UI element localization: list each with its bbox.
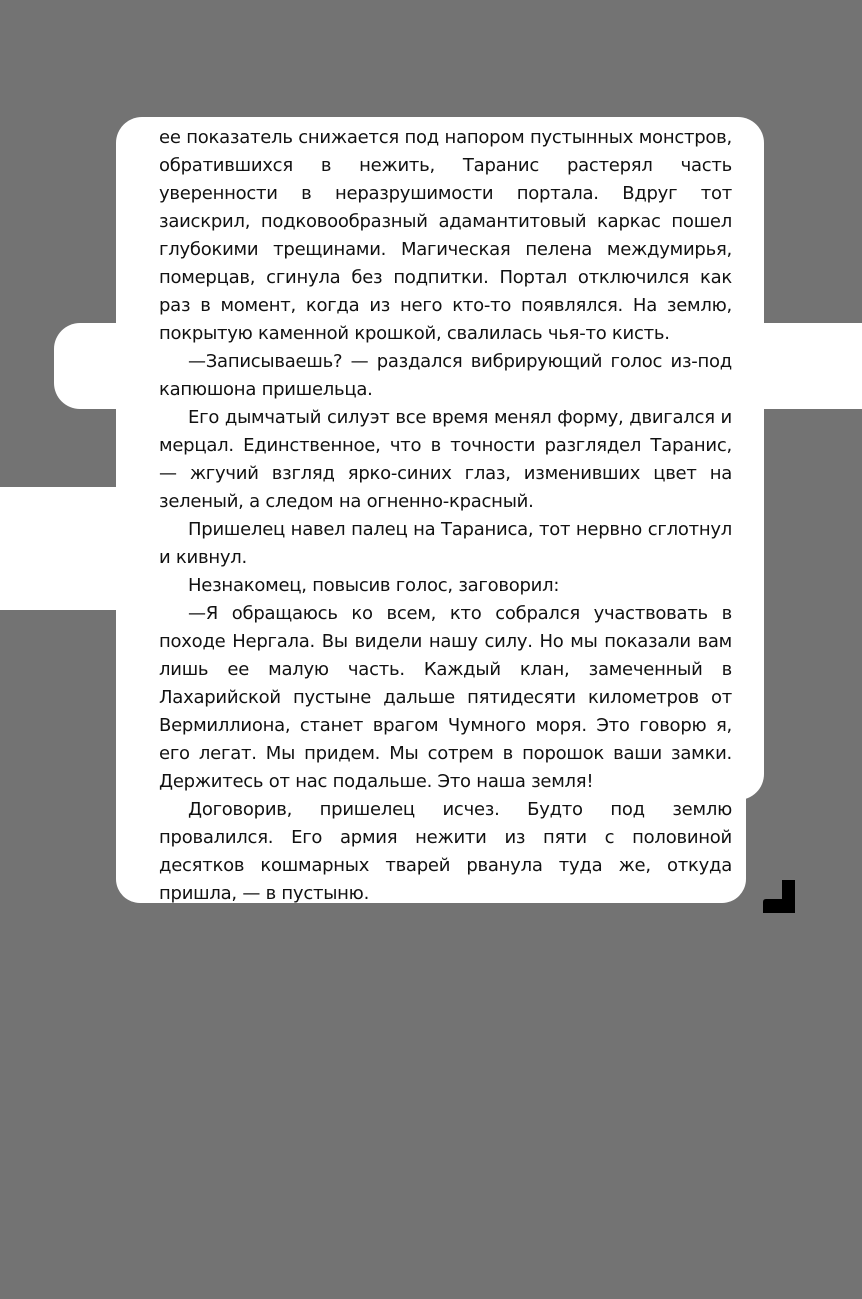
page-text [159,124,732,908]
paragraph-2: —Записываешь? — раздался вибрирующий голос из-под капюшона пришельца. [159,351,732,400]
paragraph-4: Пришелец навел палец на Тараниса, тот нервно сглотнул и кивнул. [159,519,732,568]
paragraph-3: Его дымчатый силуэт все время менял форму, двигался и мерцал. Единственное, что в точности разглядел Таранис, — жгучий взгляд ярко-синих глаз, изменивших цвет на зеленый, а следом на огненно-красный. [159,407,732,512]
paragraph-7: Договорив, пришелец исчез. Будто под землю провалился. Его армия нежити из пяти с половиной десятков кошмарных тварей рванула туда же, откуда пришла, — в пустыню. [159,799,732,904]
paragraph-1: ее показатель снижается под напором пустынных монстров, обратившихся в нежить, Таранис растерял часть уверенности в неразрушимости портала. Вдруг тот заискрил, подковообразный адамантитовый каркас пошел глубокими трещинами. Магическая пелена междумирья, померцав, сгинула без подпитки. Портал отключился как раз в момент, когда из него кто-то появлялся. На землю, покрытую каменной крошкой, свалилась чья-то кисть. [159,127,732,344]
paragraph-5: Незнакомец, повысив голос, заговорил: [188,575,560,596]
paragraph-6: —Я обращаюсь ко всем, кто собрался участвовать в походе Нергала. Вы видели нашу силу. Но мы показали вам лишь ее малую часть. Каждый клан, замеченный в Лахарийской пустыне дальше пятидесяти километров от Вермиллиона, станет врагом Чумного моря. Это говорю я, его легат. Мы придем. Мы сотрем в порошок ваши замки. Держитесь от нас подальше. Это наша земля! [159,603,732,792]
corner-bracket-icon [763,880,795,913]
